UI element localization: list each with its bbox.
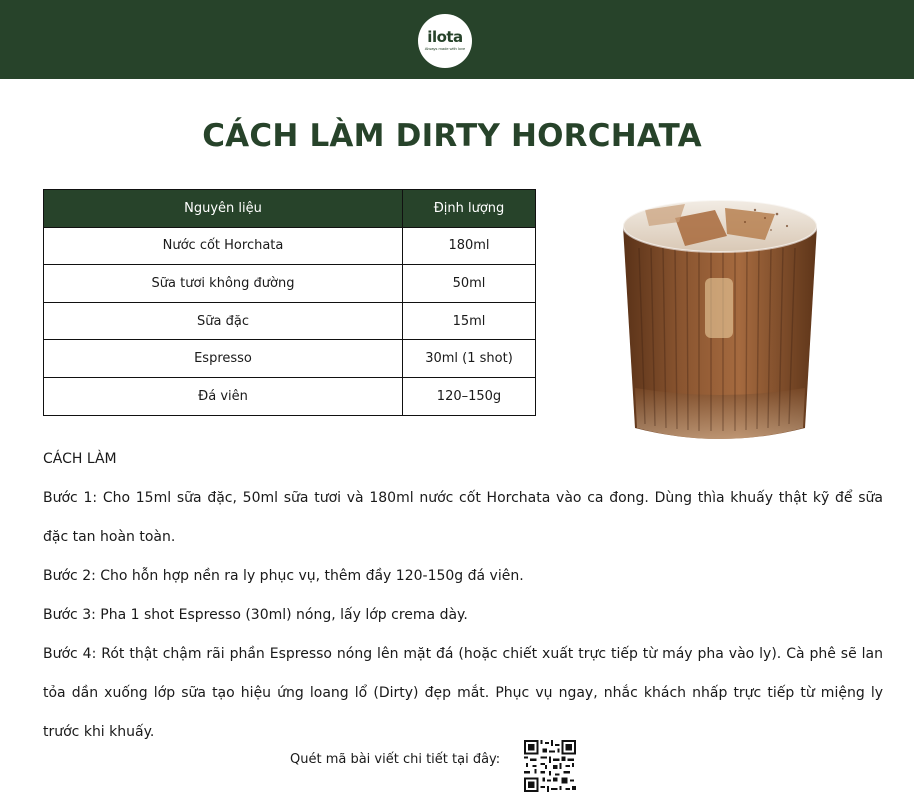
step-2: Bước 2: Cho hỗn hợp nền ra ly phục vụ, thêm đầy 120-150g đá viên. xyxy=(43,568,524,584)
table-row xyxy=(44,377,536,415)
ingredient-name: Đá viên xyxy=(44,377,403,415)
header-ingredient: Nguyên liệu xyxy=(44,190,403,228)
qr-prompt: Quét mã bài viết chi tiết tại đây: xyxy=(290,752,501,767)
page-title: CÁCH LÀM DIRTY HORCHATA xyxy=(202,118,702,154)
qr-code-icon[interactable] xyxy=(524,740,576,792)
method-heading: CÁCH LÀM xyxy=(43,451,117,467)
ingredient-quantity: 50ml xyxy=(403,265,536,303)
logo-text: ilota xyxy=(427,28,463,46)
ingredient-quantity: 30ml (1 shot) xyxy=(403,340,536,378)
ingredient-quantity: 15ml xyxy=(403,302,536,340)
header-bar xyxy=(0,0,914,79)
brand-logo[interactable] xyxy=(418,14,472,68)
table-row xyxy=(44,340,536,378)
ingredients-table xyxy=(43,189,536,416)
table-header-row xyxy=(44,190,536,228)
ingredient-name: Nước cốt Horchata xyxy=(44,227,403,265)
table-row xyxy=(44,302,536,340)
table-row xyxy=(44,265,536,303)
table-row xyxy=(44,227,536,265)
ingredient-quantity: 120–150g xyxy=(403,377,536,415)
method-section xyxy=(43,440,883,752)
iced-dirty-horchata-glass-image xyxy=(615,188,825,450)
step-4: Bước 4: Rót thật chậm rãi phần Espresso nóng lên mặt đá (hoặc chiết xuất trực tiếp từ máy pha vào ly). Cà phê sẽ lan tỏa dần xuống lớp sữa tạo hiệu ứng loang lổ (Dirty) đẹp mắt. Phục vụ ngay, nhắc khách nhấp trực tiếp từ miệng ly trước khi khuấy. xyxy=(43,646,883,740)
ingredient-quantity: 180ml xyxy=(403,227,536,265)
step-3: Bước 3: Pha 1 shot Espresso (30ml) nóng, lấy lớp crema dày. xyxy=(43,607,468,623)
header-quantity: Định lượng xyxy=(403,190,536,228)
ingredient-name: Espresso xyxy=(44,340,403,378)
ingredient-name: Sữa đặc xyxy=(44,302,403,340)
logo-tagline: Always made with love xyxy=(424,46,466,51)
step-1: Bước 1: Cho 15ml sữa đặc, 50ml sữa tươi và 180ml nước cốt Horchata vào ca đong. Dùng thìa khuấy thật kỹ để sữa đặc tan hoàn toàn. xyxy=(43,490,883,545)
ingredient-name: Sữa tươi không đường xyxy=(44,265,403,303)
